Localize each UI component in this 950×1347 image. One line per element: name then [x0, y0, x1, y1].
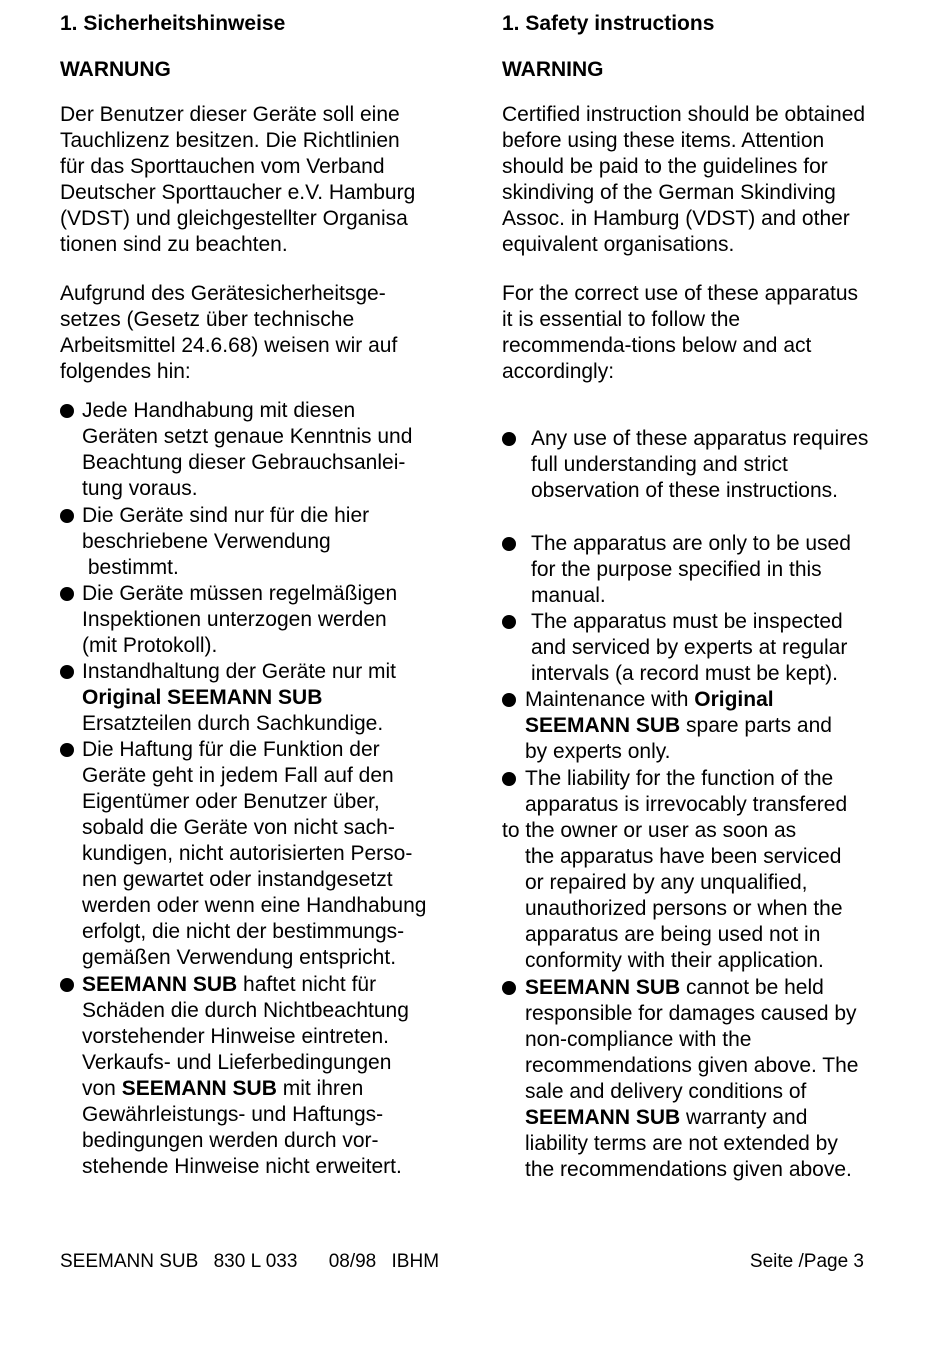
brand-name: SEEMANN SUB [525, 976, 681, 999]
german-warning-heading: WARNUNG [60, 58, 171, 81]
text-line: Geräte geht in jedem Fall auf den [82, 764, 394, 787]
text-line: Ersatzteilen durch Sachkundige. [82, 712, 384, 735]
text-line: Jede Handhabung mit diesen [82, 399, 356, 422]
text-line: and serviced by experts at regular [531, 636, 848, 659]
bullet-icon [60, 404, 74, 418]
text-line: vorstehender Hinweise eintreten. [82, 1025, 390, 1048]
footer-page-number: Seite /Page 3 [749, 1251, 864, 1272]
text-line: (mit Protokoll). [82, 634, 218, 657]
text-line: folgendes hin: [60, 360, 191, 383]
text-line: observation of these instructions. [531, 479, 839, 502]
text-line: Certified instruction should be obtained [502, 103, 866, 126]
text-line: the apparatus have been serviced [525, 845, 842, 868]
text-line: accordingly: [502, 360, 615, 383]
brand-name: Original [694, 688, 774, 711]
brand-name: Original SEEMANN SUB [82, 686, 323, 709]
german-section-title: 1. Sicherheitshinweise [60, 12, 286, 35]
text-line: The apparatus must be inspected [531, 610, 843, 633]
bullet-icon [60, 509, 74, 523]
footer-company: IBHM [391, 1251, 440, 1272]
bullet-icon [60, 978, 74, 992]
text-line: beschriebene Verwendung [82, 530, 331, 553]
text-line: conformity with their application. [525, 949, 824, 972]
text-line: The liability for the function of the [525, 767, 834, 790]
footer-code: 830 L 033 [213, 1251, 298, 1272]
text-line [525, 713, 832, 739]
text-line: stehende Hinweise nicht erweitert. [82, 1155, 402, 1178]
text-line: Die Geräte müssen regelmäßigen [82, 582, 398, 605]
text-line: Beachtung dieser Gebrauchsanlei- [82, 451, 406, 474]
english-intro-paragraph [502, 102, 865, 258]
brand-name: SEEMANN SUB [525, 714, 681, 737]
text-line [525, 1105, 858, 1131]
bullet-icon [502, 693, 516, 707]
english-warning-heading: WARNING [502, 58, 604, 81]
german-intro-paragraph [60, 102, 415, 258]
bullet-icon [502, 615, 516, 629]
text-line: bestimmt. [82, 556, 179, 579]
bullet-icon [502, 981, 516, 995]
text-line: for the purpose specified in this [531, 558, 822, 581]
text-line: erfolgt, die nicht der bestimmungs- [82, 920, 405, 943]
text-line: tung voraus. [82, 477, 198, 500]
text-line: equivalent organisations. [502, 233, 735, 256]
text-line: full understanding and strict [531, 453, 788, 476]
text-line: by experts only. [525, 740, 671, 763]
text-line: the recommendations given above. [525, 1158, 852, 1181]
text-line: Inspektionen unterzogen werden [82, 608, 387, 631]
text-span: cannot be held [680, 976, 824, 999]
text-line: liability terms are not extended by [525, 1132, 838, 1155]
text-line: sobald die Geräte von nicht sach- [82, 816, 395, 839]
text-line [82, 685, 396, 711]
text-line: The apparatus are only to be used [531, 532, 851, 555]
bullet-icon [60, 587, 74, 601]
text-line: nen gewartet oder instandgesetzt [82, 868, 393, 891]
text-line: manual. [531, 584, 606, 607]
text-line: or repaired by any unqualified, [525, 871, 808, 894]
text-line: Eigentümer oder Benutzer über, [82, 790, 380, 813]
text-line: should be paid to the guidelines for [502, 155, 828, 178]
text-line: (VDST) und gleichgestellter Organisa [60, 207, 408, 230]
text-line: to the owner or user as soon as [502, 819, 797, 842]
english-usage-paragraph [502, 281, 858, 385]
text-line: Der Benutzer dieser Geräte soll eine [60, 103, 400, 126]
text-span: mit ihren [276, 1077, 364, 1100]
text-line: recommenda-tions below and act [502, 334, 812, 357]
text-line: Die Geräte sind nur für die hier [82, 504, 370, 527]
text-line: Geräten setzt genaue Kenntnis und [82, 425, 413, 448]
text-line [82, 972, 409, 998]
text-line [82, 1076, 409, 1102]
german-legal-paragraph [60, 281, 397, 385]
text-line: Any use of these apparatus requires [531, 427, 869, 450]
footer-document-id [60, 1250, 439, 1274]
text-line: Gewährleistungs- und Haftungs- [82, 1103, 384, 1126]
bullet-icon [502, 432, 516, 446]
brand-name: SEEMANN SUB [525, 1106, 681, 1129]
text-line: gemäßen Verwendung entspricht. [82, 946, 397, 969]
text-line: before using these items. Attention [502, 129, 825, 152]
text-line: sale and delivery conditions of [525, 1080, 807, 1103]
text-line: recommendations given above. The [525, 1054, 859, 1077]
text-line: Die Haftung für die Funktion der [82, 738, 380, 761]
text-line: tionen sind zu beachten. [60, 233, 288, 256]
text-line: For the correct use of these apparatus [502, 282, 859, 305]
bullet-icon [502, 537, 516, 551]
text-line: intervals (a record must be kept). [531, 662, 838, 685]
text-line: Schäden die durch Nichtbeachtung [82, 999, 409, 1022]
footer-product: SEEMANN SUB [60, 1251, 199, 1272]
text-line: setzes (Gesetz über technische [60, 308, 355, 331]
text-line: skindiving of the German Skindiving [502, 181, 836, 204]
text-span: haftet nicht für [237, 973, 377, 996]
text-line: bedingungen werden durch vor- [82, 1129, 379, 1152]
text-line: Instandhaltung der Geräte nur mit [82, 660, 397, 683]
text-line: it is essential to follow the [502, 308, 741, 331]
brand-name: SEEMANN SUB [121, 1077, 277, 1100]
text-line: werden oder wenn eine Handhabung [82, 894, 427, 917]
text-line: non-compliance with the [525, 1028, 752, 1051]
text-line: Arbeitsmittel 24.6.68) weisen wir auf [60, 334, 398, 357]
text-line: Tauchlizenz besitzen. Die Richtlinien [60, 129, 400, 152]
text-span: Maintenance with [525, 688, 695, 711]
text-line: kundigen, nicht autorisierten Perso- [82, 842, 413, 865]
text-line: apparatus are being used not in [525, 923, 821, 946]
footer-date: 08/98 [328, 1251, 377, 1272]
bullet-icon [60, 743, 74, 757]
bullet-icon [60, 665, 74, 679]
text-line: Verkaufs- und Lieferbedingungen [82, 1051, 392, 1074]
text-line: Aufgrund des Gerätesicherheitsge- [60, 282, 386, 305]
text-line [525, 975, 858, 1001]
english-section-title: 1. Safety instructions [502, 12, 715, 35]
text-span: von [82, 1077, 122, 1100]
text-line: unauthorized persons or when the [525, 897, 843, 920]
text-line: Deutscher Sporttaucher e.V. Hamburg [60, 181, 416, 204]
text-span: spare parts and [680, 714, 832, 737]
text-line: Assoc. in Hamburg (VDST) and other [502, 207, 850, 230]
text-line: responsible for damages caused by [525, 1002, 857, 1025]
text-line: für das Sporttauchen vom Verband [60, 155, 385, 178]
text-span: warranty and [680, 1106, 808, 1129]
brand-name: SEEMANN SUB [82, 973, 238, 996]
bullet-icon [502, 772, 516, 786]
text-line [525, 687, 832, 713]
text-line: apparatus is irrevocably transfered [525, 793, 848, 816]
